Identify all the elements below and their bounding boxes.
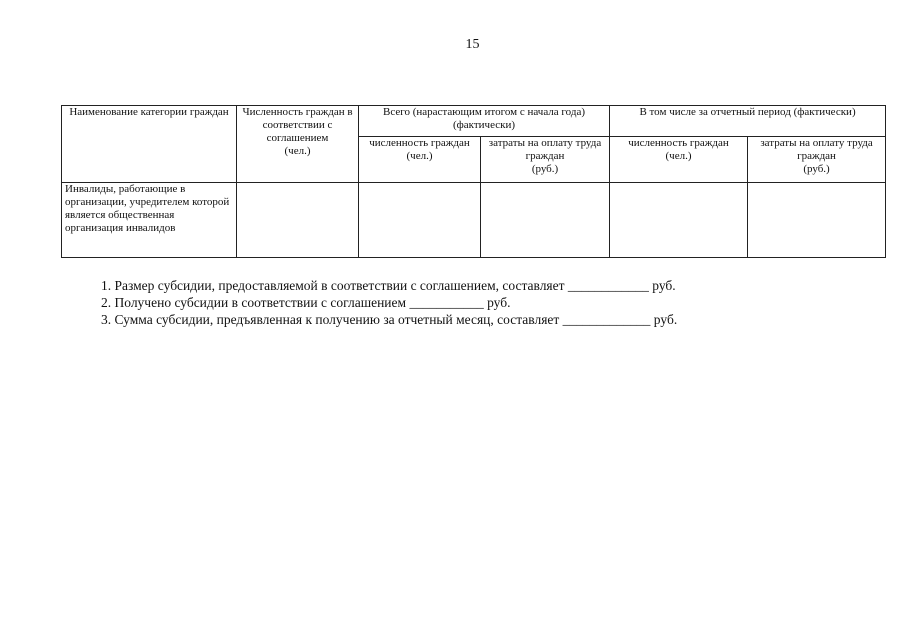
report-table — [61, 105, 886, 258]
row-cum-count-cell — [359, 183, 481, 258]
header-cum-cost-unit: (руб.) — [531, 163, 559, 175]
row-period-cost-cell — [748, 183, 886, 258]
header-cum-cost-label: затраты на оплату труда граждан — [488, 137, 602, 162]
header-cum-count-label: численность граждан — [369, 137, 470, 149]
header-period-group — [610, 106, 886, 137]
row-category-label: Инвалиды, работающие в организации, учредителем которой является общественная организация инвалидов — [65, 183, 230, 234]
page-number: 15 — [465, 37, 480, 52]
header-cum-count-unit: (чел.) — [406, 150, 433, 162]
table-row — [62, 183, 886, 258]
statements-list — [101, 277, 677, 328]
header-category — [62, 106, 237, 183]
row-count-agreement-cell — [237, 183, 359, 258]
header-category-label: Наименование категории граждан — [69, 106, 229, 118]
header-count-agreement-label: Численность граждан в соответствии с соглашением — [242, 106, 353, 144]
row-category-cell — [62, 183, 237, 258]
statement-subsidy-agreement: 1. Размер субсидии, предоставляемой в соответствии с соглашением, составляет ____________ руб. — [101, 278, 676, 293]
statement-subsidy-claimed: 3. Сумма субсидии, предъявленная к получению за отчетный месяц, составляет _____________ руб. — [101, 312, 678, 327]
row-cum-cost-cell — [481, 183, 610, 258]
header-period-cost-label: затраты на оплату труда граждан — [760, 137, 873, 162]
header-period-count-unit: (чел.) — [665, 150, 692, 162]
header-cumulative-group — [359, 106, 610, 137]
header-period-cost — [748, 137, 886, 183]
header-count-agreement — [237, 106, 359, 183]
header-period-cost-unit: (руб.) — [803, 163, 830, 175]
header-period-count — [610, 137, 748, 183]
statement-subsidy-received: 2. Получено субсидии в соответствии с соглашением ___________ руб. — [101, 295, 511, 310]
header-row-1 — [62, 106, 886, 137]
header-period-group-label: В том числе за отчетный период (фактически) — [639, 106, 856, 118]
row-period-count-cell — [610, 183, 748, 258]
header-period-count-label: численность граждан — [628, 137, 729, 149]
header-cumulative-group-label: Всего (нарастающим итогом с начала года) (фактически) — [383, 106, 585, 131]
header-cum-cost — [481, 137, 610, 183]
header-count-agreement-unit: (чел.) — [284, 145, 311, 157]
header-cum-count — [359, 137, 481, 183]
